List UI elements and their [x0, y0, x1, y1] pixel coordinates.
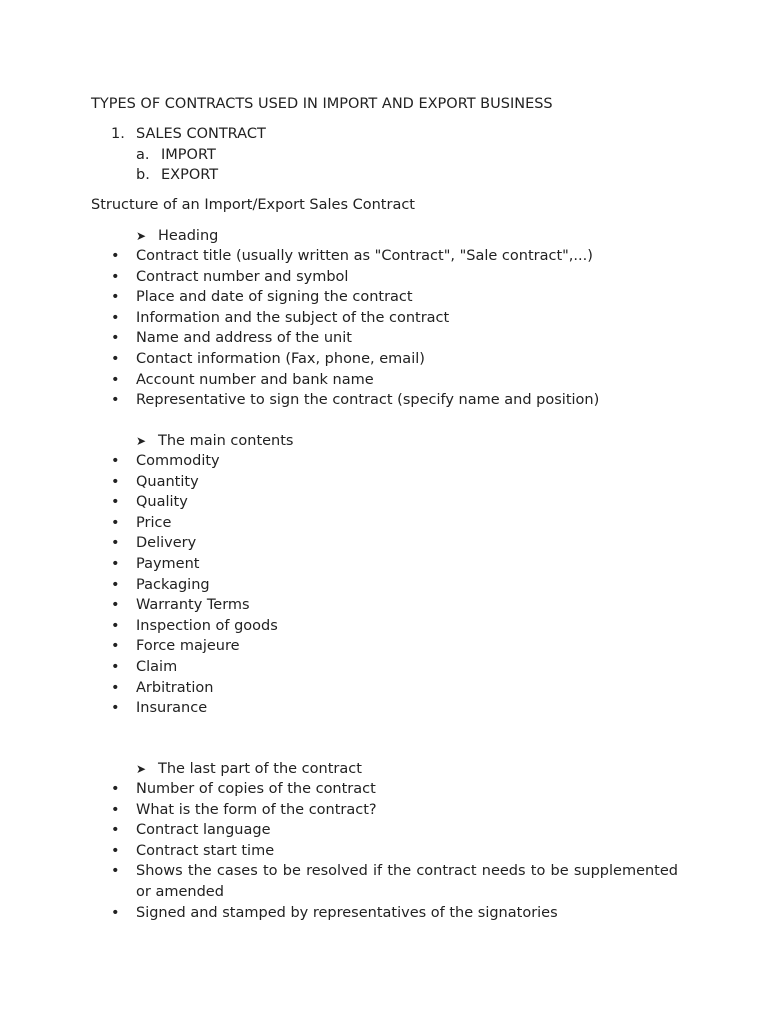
structure-title: Structure of an Import/Export Sales Contract: [91, 197, 415, 213]
section-heading: [136, 226, 218, 246]
list-item: • Arbitration: [111, 678, 678, 699]
section-heading: [136, 431, 293, 451]
list-item: • Shows the cases to be resolved if the contract needs to be supplemented or amended: [111, 861, 678, 902]
list-marker: 1.: [111, 126, 125, 142]
list-item: • Information and the subject of the contract: [111, 308, 678, 329]
list-item: • Contract start time: [111, 841, 678, 862]
list-item: • Force majeure: [111, 636, 678, 657]
list-item: • Price: [111, 513, 678, 534]
list-item: • Inspection of goods: [111, 616, 678, 637]
list-item: • Account number and bank name: [111, 370, 678, 391]
list-marker: b.: [136, 167, 150, 184]
list-item-label: EXPORT: [161, 167, 219, 184]
list-item: • Contract number and symbol: [111, 267, 678, 288]
section-heading-label: The last part of the contract: [158, 761, 362, 777]
list-item: • Claim: [111, 657, 678, 678]
list-item: • What is the form of the contract?: [111, 800, 678, 821]
list-item: • Name and address of the unit: [111, 328, 678, 349]
list-item: • Delivery: [111, 533, 678, 554]
list-item: • Payment: [111, 554, 678, 575]
document-title: TYPES OF CONTRACTS USED IN IMPORT AND EXPORT BUSINESS: [91, 96, 553, 112]
arrow-bullet-icon: ➤: [136, 762, 147, 776]
list-item: • Insurance: [111, 698, 678, 719]
sub-list: [111, 145, 266, 186]
list-item-label: IMPORT: [161, 146, 216, 163]
numbered-list: [111, 124, 266, 186]
list-item-label: SALES CONTRACT: [136, 126, 266, 142]
bullet-list: [111, 246, 678, 411]
arrow-bullet-icon: ➤: [136, 434, 147, 448]
list-item: [111, 124, 266, 186]
list-item: [136, 165, 266, 186]
list-item: • Contact information (Fax, phone, email): [111, 349, 678, 370]
list-item: [136, 145, 266, 166]
list-item: • Place and date of signing the contract: [111, 287, 678, 308]
list-marker: a.: [136, 146, 150, 163]
bullet-list: [111, 451, 678, 719]
list-item: • Quantity: [111, 472, 678, 493]
list-item: • Contract language: [111, 820, 678, 841]
arrow-bullet-icon: ➤: [136, 229, 147, 243]
list-item: • Contract title (usually written as "Contract", "Sale contract",...): [111, 246, 678, 267]
section-heading-label: Heading: [158, 228, 219, 244]
bullet-list: [111, 779, 678, 923]
list-item: • Commodity: [111, 451, 678, 472]
list-item: • Number of copies of the contract: [111, 779, 678, 800]
list-item: • Quality: [111, 492, 678, 513]
list-item: • Signed and stamped by representatives of the signatories: [111, 903, 678, 924]
list-item: • Warranty Terms: [111, 595, 678, 616]
section-heading: [136, 759, 362, 779]
list-item: • Representative to sign the contract (specify name and position): [111, 390, 678, 411]
section-heading-label: The main contents: [158, 433, 294, 449]
list-item: • Packaging: [111, 575, 678, 596]
